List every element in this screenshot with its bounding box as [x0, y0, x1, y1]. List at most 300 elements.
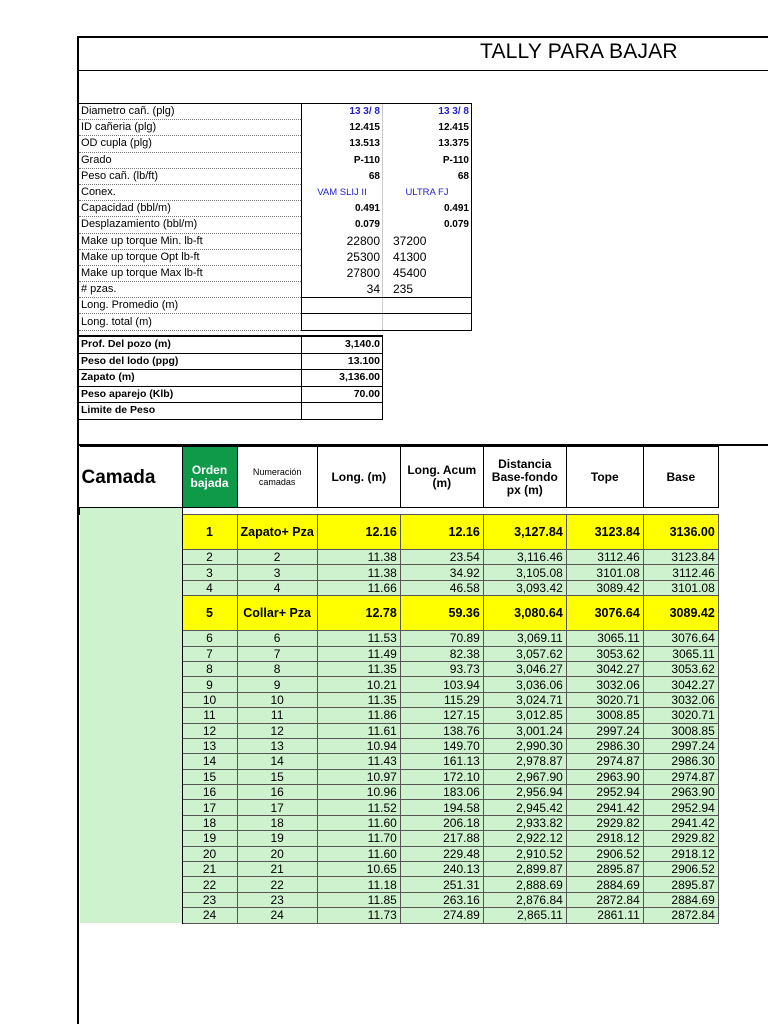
- base-cell[interactable]: 3032.06: [643, 692, 718, 707]
- tope-cell[interactable]: 2918.12: [566, 831, 643, 846]
- tally-row: [80, 754, 719, 769]
- spec-value-1[interactable]: 27800: [302, 265, 383, 281]
- spec-value-2[interactable]: 41300: [383, 249, 472, 265]
- numeracion-cell[interactable]: 23: [237, 892, 317, 907]
- orden-cell[interactable]: 5: [182, 596, 237, 631]
- distancia-cell[interactable]: 2,956.94: [483, 785, 566, 800]
- spec-row: [79, 201, 472, 217]
- orden-cell[interactable]: 14: [182, 754, 237, 769]
- spec-row: [79, 265, 472, 281]
- numeracion-cell[interactable]: 24: [237, 908, 317, 923]
- tally-row: [80, 580, 719, 595]
- long-acum-cell[interactable]: 138.76: [400, 723, 483, 738]
- well-label[interactable]: Peso del lodo (ppg): [79, 353, 302, 370]
- orden-cell[interactable]: 3: [182, 565, 237, 580]
- long-acum-cell[interactable]: 59.36: [400, 596, 483, 631]
- orden-cell[interactable]: 10: [182, 692, 237, 707]
- distancia-cell[interactable]: 2,899.87: [483, 862, 566, 877]
- numeracion-cell[interactable]: 6: [237, 631, 317, 646]
- spec-value-1[interactable]: 0.079: [302, 217, 383, 233]
- long-cell[interactable]: 10.94: [317, 738, 400, 753]
- spec-value-2[interactable]: P-110: [383, 152, 472, 168]
- base-cell[interactable]: 2952.94: [643, 800, 718, 815]
- spec-row: [79, 298, 472, 314]
- spec-label[interactable]: # pzas.: [79, 282, 302, 298]
- tope-cell[interactable]: 3112.46: [566, 550, 643, 565]
- numeracion-cell[interactable]: Collar+ Pza: [237, 596, 317, 631]
- numeracion-cell[interactable]: Zapato+ Pza: [237, 515, 317, 550]
- tally-header-row: [80, 447, 719, 508]
- long-cell[interactable]: 12.78: [317, 596, 400, 631]
- base-cell[interactable]: 2895.87: [643, 877, 718, 892]
- spec-value-2[interactable]: 37200: [383, 233, 472, 249]
- tally-row: [80, 631, 719, 646]
- tally-row: [80, 708, 719, 723]
- spec-value-2[interactable]: 12.415: [383, 120, 472, 136]
- distancia-cell[interactable]: 2,933.82: [483, 815, 566, 830]
- long-acum-cell[interactable]: 194.58: [400, 800, 483, 815]
- spec-label[interactable]: Peso cañ. (lb/ft): [79, 168, 302, 184]
- spec-label[interactable]: Long. total (m): [79, 314, 302, 330]
- distancia-cell[interactable]: 2,978.87: [483, 754, 566, 769]
- tope-cell[interactable]: 3065.11: [566, 631, 643, 646]
- base-cell[interactable]: 2918.12: [643, 846, 718, 861]
- tope-cell[interactable]: 3101.08: [566, 565, 643, 580]
- spec-value-2[interactable]: [383, 314, 472, 330]
- tope-cell[interactable]: 2929.82: [566, 815, 643, 830]
- tope-cell[interactable]: 2895.87: [566, 862, 643, 877]
- base-cell[interactable]: 2884.69: [643, 892, 718, 907]
- orden-cell[interactable]: 22: [182, 877, 237, 892]
- spec-row: [79, 168, 472, 184]
- spec-row: [79, 314, 472, 330]
- long-cell[interactable]: 10.96: [317, 785, 400, 800]
- distancia-cell[interactable]: 3,116.46: [483, 550, 566, 565]
- tally-row: [80, 596, 719, 631]
- spec-value-1[interactable]: 34: [302, 282, 383, 298]
- long-cell[interactable]: 10.65: [317, 862, 400, 877]
- camada-cell[interactable]: [80, 831, 183, 846]
- numeracion-cell[interactable]: 13: [237, 738, 317, 753]
- orden-cell[interactable]: 19: [182, 831, 237, 846]
- numeracion-cell[interactable]: 2: [237, 550, 317, 565]
- distancia-cell[interactable]: 3,012.85: [483, 708, 566, 723]
- base-cell[interactable]: 2963.90: [643, 785, 718, 800]
- well-label[interactable]: Limite de Peso: [79, 403, 302, 420]
- long-acum-cell[interactable]: 127.15: [400, 708, 483, 723]
- tope-cell[interactable]: 2906.52: [566, 846, 643, 861]
- distancia-cell[interactable]: 3,105.08: [483, 565, 566, 580]
- distancia-cell[interactable]: 3,127.84: [483, 515, 566, 550]
- base-cell[interactable]: 3101.08: [643, 580, 718, 595]
- title-divider: [77, 70, 768, 71]
- numeracion-cell[interactable]: 16: [237, 785, 317, 800]
- long-cell[interactable]: 11.60: [317, 815, 400, 830]
- camada-cell[interactable]: [80, 785, 183, 800]
- spec-label[interactable]: Make up torque Max lb-ft: [79, 265, 302, 281]
- well-value[interactable]: 3,136.00: [302, 370, 383, 387]
- distancia-cell[interactable]: 2,865.11: [483, 908, 566, 923]
- well-row: [79, 403, 383, 420]
- spec-value-2[interactable]: 0.079: [383, 217, 472, 233]
- long-acum-cell[interactable]: 23.54: [400, 550, 483, 565]
- long-cell[interactable]: 11.86: [317, 708, 400, 723]
- numeracion-cell[interactable]: 7: [237, 646, 317, 661]
- distancia-cell[interactable]: 2,967.90: [483, 769, 566, 784]
- base-cell[interactable]: 3076.64: [643, 631, 718, 646]
- long-cell[interactable]: 11.38: [317, 565, 400, 580]
- distancia-cell[interactable]: 2,922.12: [483, 831, 566, 846]
- tally-row: [80, 785, 719, 800]
- tope-cell[interactable]: 2952.94: [566, 785, 643, 800]
- base-cell[interactable]: 3053.62: [643, 661, 718, 676]
- spec-value-2[interactable]: 68: [383, 168, 472, 184]
- spec-row: [79, 233, 472, 249]
- long-acum-cell[interactable]: 217.88: [400, 831, 483, 846]
- orden-cell[interactable]: 13: [182, 738, 237, 753]
- orden-cell[interactable]: 15: [182, 769, 237, 784]
- tope-cell[interactable]: 3123.84: [566, 515, 643, 550]
- orden-cell[interactable]: 18: [182, 815, 237, 830]
- numeracion-cell[interactable]: 12: [237, 723, 317, 738]
- numeracion-cell[interactable]: 18: [237, 815, 317, 830]
- base-cell[interactable]: 2986.30: [643, 754, 718, 769]
- distancia-cell[interactable]: 2,990.30: [483, 738, 566, 753]
- distancia-cell[interactable]: 3,036.06: [483, 677, 566, 692]
- long-acum-cell[interactable]: 70.89: [400, 631, 483, 646]
- spec-label[interactable]: OD cupla (plg): [79, 136, 302, 152]
- long-cell[interactable]: 11.70: [317, 831, 400, 846]
- long-cell[interactable]: 11.61: [317, 723, 400, 738]
- tally-row: [80, 846, 719, 861]
- spec-value-1[interactable]: 13 3/ 8: [302, 104, 383, 120]
- long-acum-cell[interactable]: 149.70: [400, 738, 483, 753]
- spec-row: [79, 136, 472, 152]
- long-acum-cell[interactable]: 183.06: [400, 785, 483, 800]
- camada-cell[interactable]: [80, 754, 183, 769]
- long-cell[interactable]: 11.38: [317, 550, 400, 565]
- orden-cell[interactable]: 17: [182, 800, 237, 815]
- spec-label[interactable]: Desplazamiento (bbl/m): [79, 217, 302, 233]
- tally-row: [80, 769, 719, 784]
- camada-cell[interactable]: [80, 596, 183, 631]
- base-cell[interactable]: 3042.27: [643, 677, 718, 692]
- long-cell[interactable]: 11.53: [317, 631, 400, 646]
- well-row: [79, 386, 383, 403]
- header-long-acum[interactable]: Long. Acum (m): [400, 447, 483, 508]
- distancia-cell[interactable]: 2,888.69: [483, 877, 566, 892]
- tope-cell[interactable]: 2861.11: [566, 908, 643, 923]
- distancia-cell[interactable]: 3,024.71: [483, 692, 566, 707]
- tope-cell[interactable]: 3053.62: [566, 646, 643, 661]
- numeracion-cell[interactable]: 9: [237, 677, 317, 692]
- tally-row: [80, 815, 719, 830]
- tally-row: [80, 862, 719, 877]
- base-cell[interactable]: 3089.42: [643, 596, 718, 631]
- numeracion-cell[interactable]: 14: [237, 754, 317, 769]
- distancia-cell[interactable]: 3,069.11: [483, 631, 566, 646]
- long-cell[interactable]: 11.43: [317, 754, 400, 769]
- camada-cell[interactable]: [80, 565, 183, 580]
- tope-cell[interactable]: 3076.64: [566, 596, 643, 631]
- orden-cell[interactable]: 16: [182, 785, 237, 800]
- well-row: [79, 353, 383, 370]
- spec-value-1[interactable]: 68: [302, 168, 383, 184]
- numeracion-cell[interactable]: 22: [237, 877, 317, 892]
- spec-value-2[interactable]: 0.491: [383, 201, 472, 217]
- orden-cell[interactable]: 1: [182, 515, 237, 550]
- tally-row: [80, 692, 719, 707]
- tally-row: [80, 877, 719, 892]
- header-camada[interactable]: Camada: [80, 447, 183, 508]
- camada-cell[interactable]: [80, 815, 183, 830]
- tope-cell[interactable]: 2884.69: [566, 877, 643, 892]
- base-cell[interactable]: 2872.84: [643, 908, 718, 923]
- well-row: [79, 370, 383, 387]
- orden-cell[interactable]: 4: [182, 580, 237, 595]
- well-value[interactable]: [302, 403, 383, 420]
- spec-value-2[interactable]: 13.375: [383, 136, 472, 152]
- tope-cell[interactable]: 3008.85: [566, 708, 643, 723]
- long-acum-cell[interactable]: 206.18: [400, 815, 483, 830]
- spec-value-1[interactable]: 12.415: [302, 120, 383, 136]
- camada-cell[interactable]: [80, 723, 183, 738]
- camada-cell[interactable]: [80, 908, 183, 923]
- tally-row: [80, 908, 719, 923]
- spec-value-1[interactable]: 13.513: [302, 136, 383, 152]
- header-base[interactable]: Base: [643, 447, 718, 508]
- long-acum-cell[interactable]: 12.16: [400, 515, 483, 550]
- distancia-cell[interactable]: 3,093.42: [483, 580, 566, 595]
- long-acum-cell[interactable]: 161.13: [400, 754, 483, 769]
- tope-cell[interactable]: 3032.06: [566, 677, 643, 692]
- base-cell[interactable]: 2974.87: [643, 769, 718, 784]
- distancia-cell[interactable]: 3,046.27: [483, 661, 566, 676]
- camada-cell[interactable]: [80, 708, 183, 723]
- orden-cell[interactable]: 24: [182, 908, 237, 923]
- tally-row: [80, 565, 719, 580]
- tally-table: [79, 446, 719, 924]
- base-cell[interactable]: 3123.84: [643, 550, 718, 565]
- spacer-cell: [182, 508, 718, 515]
- well-value[interactable]: 70.00: [302, 386, 383, 403]
- tally-row: [80, 738, 719, 753]
- tally-row: [80, 661, 719, 676]
- numeracion-cell[interactable]: 20: [237, 846, 317, 861]
- long-cell[interactable]: 11.60: [317, 846, 400, 861]
- long-acum-cell[interactable]: 172.10: [400, 769, 483, 784]
- long-cell[interactable]: 11.18: [317, 877, 400, 892]
- spec-value-1[interactable]: 25300: [302, 249, 383, 265]
- well-value[interactable]: 13.100: [302, 353, 383, 370]
- spec-label[interactable]: Make up torque Min. lb-ft: [79, 233, 302, 249]
- spec-row: [79, 152, 472, 168]
- numeracion-cell[interactable]: 21: [237, 862, 317, 877]
- camada-cell[interactable]: [80, 800, 183, 815]
- header-numeracion[interactable]: Numeración camadas: [237, 447, 317, 508]
- camada-cell[interactable]: [80, 769, 183, 784]
- spec-label[interactable]: Make up torque Opt lb-ft: [79, 249, 302, 265]
- spec-value-2[interactable]: [383, 298, 472, 314]
- base-cell[interactable]: 3136.00: [643, 515, 718, 550]
- long-acum-cell[interactable]: 34.92: [400, 565, 483, 580]
- distancia-cell[interactable]: 2,945.42: [483, 800, 566, 815]
- numeracion-cell[interactable]: 8: [237, 661, 317, 676]
- distancia-cell[interactable]: 2,876.84: [483, 892, 566, 907]
- spec-value-1[interactable]: VAM SLIJ II: [302, 184, 383, 200]
- spec-value-1[interactable]: 0.491: [302, 201, 383, 217]
- camada-cell[interactable]: [80, 677, 183, 692]
- spec-value-2[interactable]: 13 3/ 8: [383, 104, 472, 120]
- spec-row: [79, 104, 472, 120]
- tope-cell[interactable]: 3089.42: [566, 580, 643, 595]
- long-acum-cell[interactable]: 240.13: [400, 862, 483, 877]
- orden-cell[interactable]: 2: [182, 550, 237, 565]
- camada-cell[interactable]: [80, 877, 183, 892]
- camada-cell[interactable]: [80, 661, 183, 676]
- long-cell[interactable]: 12.16: [317, 515, 400, 550]
- sheet-title: TALLY PARA BAJAR: [480, 40, 678, 63]
- long-cell[interactable]: 11.66: [317, 580, 400, 595]
- well-label[interactable]: Peso aparejo (Klb): [79, 386, 302, 403]
- tally-row: [80, 831, 719, 846]
- spec-label[interactable]: ID cañeria (plg): [79, 120, 302, 136]
- numeracion-cell[interactable]: 19: [237, 831, 317, 846]
- spec-label[interactable]: Conex.: [79, 184, 302, 200]
- long-acum-cell[interactable]: 115.29: [400, 692, 483, 707]
- long-cell[interactable]: 11.35: [317, 692, 400, 707]
- header-tope[interactable]: Tope: [566, 447, 643, 508]
- long-cell[interactable]: 10.97: [317, 769, 400, 784]
- orden-cell[interactable]: 11: [182, 708, 237, 723]
- base-cell[interactable]: 3020.71: [643, 708, 718, 723]
- spec-row: [79, 282, 472, 298]
- tope-cell[interactable]: 2941.42: [566, 800, 643, 815]
- distancia-cell[interactable]: 3,001.24: [483, 723, 566, 738]
- well-value[interactable]: 3,140.0: [302, 336, 383, 353]
- camada-cell[interactable]: [80, 508, 183, 515]
- spec-row: [79, 249, 472, 265]
- long-acum-cell[interactable]: 263.16: [400, 892, 483, 907]
- camada-cell[interactable]: [80, 892, 183, 907]
- distancia-cell[interactable]: 3,057.62: [483, 646, 566, 661]
- header-distancia[interactable]: Distancia Base-fondo px (m): [483, 447, 566, 508]
- orden-cell[interactable]: 23: [182, 892, 237, 907]
- camada-cell[interactable]: [80, 646, 183, 661]
- base-cell[interactable]: 2929.82: [643, 831, 718, 846]
- long-acum-cell[interactable]: 93.73: [400, 661, 483, 676]
- long-cell[interactable]: 10.21: [317, 677, 400, 692]
- spacer-row: [80, 508, 719, 515]
- spec-row: [79, 217, 472, 233]
- well-label[interactable]: Zapato (m): [79, 370, 302, 387]
- spec-label[interactable]: Grado: [79, 152, 302, 168]
- numeracion-cell[interactable]: 3: [237, 565, 317, 580]
- spec-value-1[interactable]: [302, 298, 383, 314]
- header-orden-bajada[interactable]: Orden bajada: [182, 447, 237, 508]
- tope-cell[interactable]: 2974.87: [566, 754, 643, 769]
- orden-cell[interactable]: 6: [182, 631, 237, 646]
- camada-cell[interactable]: [80, 580, 183, 595]
- camada-cell[interactable]: [80, 631, 183, 646]
- camada-cell[interactable]: [80, 550, 183, 565]
- spec-label[interactable]: Long. Promedio (m): [79, 298, 302, 314]
- camada-cell[interactable]: [80, 738, 183, 753]
- spec-value-2[interactable]: ULTRA FJ: [383, 184, 472, 200]
- tope-cell[interactable]: 3042.27: [566, 661, 643, 676]
- camada-cell[interactable]: [80, 515, 183, 550]
- title-cell[interactable]: [470, 38, 718, 68]
- spec-label[interactable]: Capacidad (bbl/m): [79, 201, 302, 217]
- long-acum-cell[interactable]: 229.48: [400, 846, 483, 861]
- well-label[interactable]: Prof. Del pozo (m): [79, 336, 302, 353]
- casing-spec-table: [79, 103, 472, 331]
- base-cell[interactable]: 3065.11: [643, 646, 718, 661]
- well-row: [79, 336, 383, 353]
- tally-row: [80, 515, 719, 550]
- orden-cell[interactable]: 7: [182, 646, 237, 661]
- long-acum-cell[interactable]: 46.58: [400, 580, 483, 595]
- base-cell[interactable]: 3008.85: [643, 723, 718, 738]
- long-acum-cell[interactable]: 82.38: [400, 646, 483, 661]
- numeracion-cell[interactable]: 11: [237, 708, 317, 723]
- spec-value-2[interactable]: 45400: [383, 265, 472, 281]
- distancia-cell[interactable]: 2,910.52: [483, 846, 566, 861]
- orden-cell[interactable]: 21: [182, 862, 237, 877]
- long-cell[interactable]: 11.73: [317, 908, 400, 923]
- tope-cell[interactable]: 2997.24: [566, 723, 643, 738]
- spec-value-2[interactable]: 235: [383, 282, 472, 298]
- base-cell[interactable]: 3112.46: [643, 565, 718, 580]
- distancia-cell[interactable]: 3,080.64: [483, 596, 566, 631]
- camada-cell[interactable]: [80, 846, 183, 861]
- camada-cell[interactable]: [80, 862, 183, 877]
- header-long[interactable]: Long. (m): [317, 447, 400, 508]
- long-acum-cell[interactable]: 103.94: [400, 677, 483, 692]
- orden-cell[interactable]: 20: [182, 846, 237, 861]
- long-cell[interactable]: 11.52: [317, 800, 400, 815]
- spec-label[interactable]: Diametro cañ. (plg): [79, 104, 302, 120]
- numeracion-cell[interactable]: 15: [237, 769, 317, 784]
- numeracion-cell[interactable]: 10: [237, 692, 317, 707]
- base-cell[interactable]: 2997.24: [643, 738, 718, 753]
- long-cell[interactable]: 11.85: [317, 892, 400, 907]
- spec-value-1[interactable]: P-110: [302, 152, 383, 168]
- spec-value-1[interactable]: [302, 314, 383, 330]
- long-cell[interactable]: 11.49: [317, 646, 400, 661]
- tope-cell[interactable]: 2986.30: [566, 738, 643, 753]
- tope-cell[interactable]: 2872.84: [566, 892, 643, 907]
- numeracion-cell[interactable]: 4: [237, 580, 317, 595]
- spec-row: [79, 120, 472, 136]
- numeracion-cell[interactable]: 17: [237, 800, 317, 815]
- long-acum-cell[interactable]: 251.31: [400, 877, 483, 892]
- tope-cell[interactable]: 3020.71: [566, 692, 643, 707]
- tally-row: [80, 677, 719, 692]
- tope-cell[interactable]: 2963.90: [566, 769, 643, 784]
- tally-row: [80, 892, 719, 907]
- long-acum-cell[interactable]: 274.89: [400, 908, 483, 923]
- tally-row: [80, 723, 719, 738]
- base-cell[interactable]: 2941.42: [643, 815, 718, 830]
- camada-cell[interactable]: [80, 692, 183, 707]
- long-cell[interactable]: 11.35: [317, 661, 400, 676]
- orden-cell[interactable]: 9: [182, 677, 237, 692]
- spec-value-1[interactable]: 22800: [302, 233, 383, 249]
- orden-cell[interactable]: 8: [182, 661, 237, 676]
- base-cell[interactable]: 2906.52: [643, 862, 718, 877]
- orden-cell[interactable]: 12: [182, 723, 237, 738]
